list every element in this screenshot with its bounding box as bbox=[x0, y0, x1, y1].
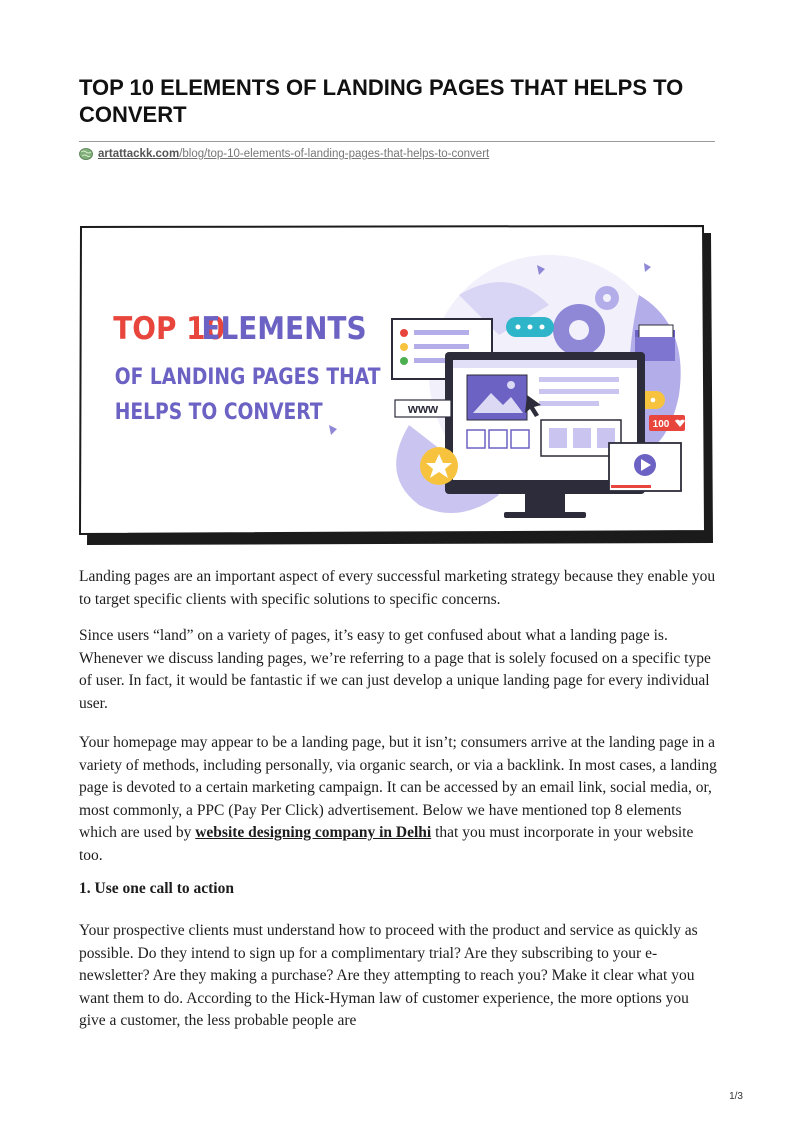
website-designing-link[interactable]: website designing company in Delhi bbox=[195, 824, 432, 841]
paragraph-3-text-end: that you must incorporate in your website too. bbox=[79, 824, 694, 864]
source-line bbox=[79, 148, 489, 160]
hero-headline-line2: OF LANDING PAGES THAT bbox=[114, 363, 381, 390]
paragraph-4: Your prospective clients must understand how to proceed with the product and service as quickly as possible. Do they intend to sign up for a complimentary trial? Are they subscribing to your e-newsletter? Are they making a purchase? Are they attempting to reach you? Make it clear what you want them to do. According to the Hick-Hyman law of customer experience, the more options you give a customer, the less probable people are bbox=[79, 922, 698, 1029]
hero-headline-line3: HELPS TO CONVERT bbox=[114, 398, 323, 425]
paragraph-3 bbox=[79, 732, 719, 867]
globe-icon bbox=[79, 148, 93, 160]
hero-headline-elements: ELEMENTS bbox=[201, 310, 367, 347]
hero-image bbox=[79, 225, 715, 545]
hero-headline-top10: TOP 10 bbox=[113, 310, 225, 347]
page-number: 1/3 bbox=[729, 1091, 743, 1102]
paragraph-1: Landing pages are an important aspect of every successful marketing strategy because they enable you to target specific clients with specific solutions to specific concerns. bbox=[79, 568, 716, 608]
source-path: /blog/top-10-elements-of-landing-pages-that-helps-to-convert bbox=[179, 148, 490, 160]
source-domain: artattackk.com bbox=[98, 148, 180, 160]
source-link[interactable] bbox=[98, 148, 489, 160]
paragraph-2: Since users “land” on a variety of pages, it’s easy to get confused about what a landing page is. Whenever we discuss landing pages, we’re referring to a page that is solely focused on a specific type of user. In fact, it would be fantastic if we can just develop a unique landing page for every individual user. bbox=[79, 627, 711, 712]
title-divider bbox=[79, 141, 715, 142]
section-heading-1: 1. Use one call to action bbox=[79, 880, 234, 897]
hero-badge-label: 100 bbox=[652, 419, 670, 430]
hero-www-label: www bbox=[407, 401, 439, 416]
star-icon bbox=[420, 447, 458, 485]
paragraph-3-text-start: Your homepage may appear to be a landing page, but it isn’t; consumers arrive at the landing page in a variety of methods, including personally, via organic search, or via a backlink. In most cases, a landing page is devoted to a certain marketing campaign. It can be accessed by an email link, social media, or, most commonly, a PPC (Pay Per Click) advertisement. Below we have mentioned top 8 elements which are used by bbox=[79, 734, 717, 841]
video-card bbox=[609, 443, 681, 491]
page-title: TOP 10 ELEMENTS OF LANDING PAGES THAT HELPS TO CONVERT bbox=[79, 75, 684, 127]
monitor-illustration bbox=[445, 352, 645, 518]
